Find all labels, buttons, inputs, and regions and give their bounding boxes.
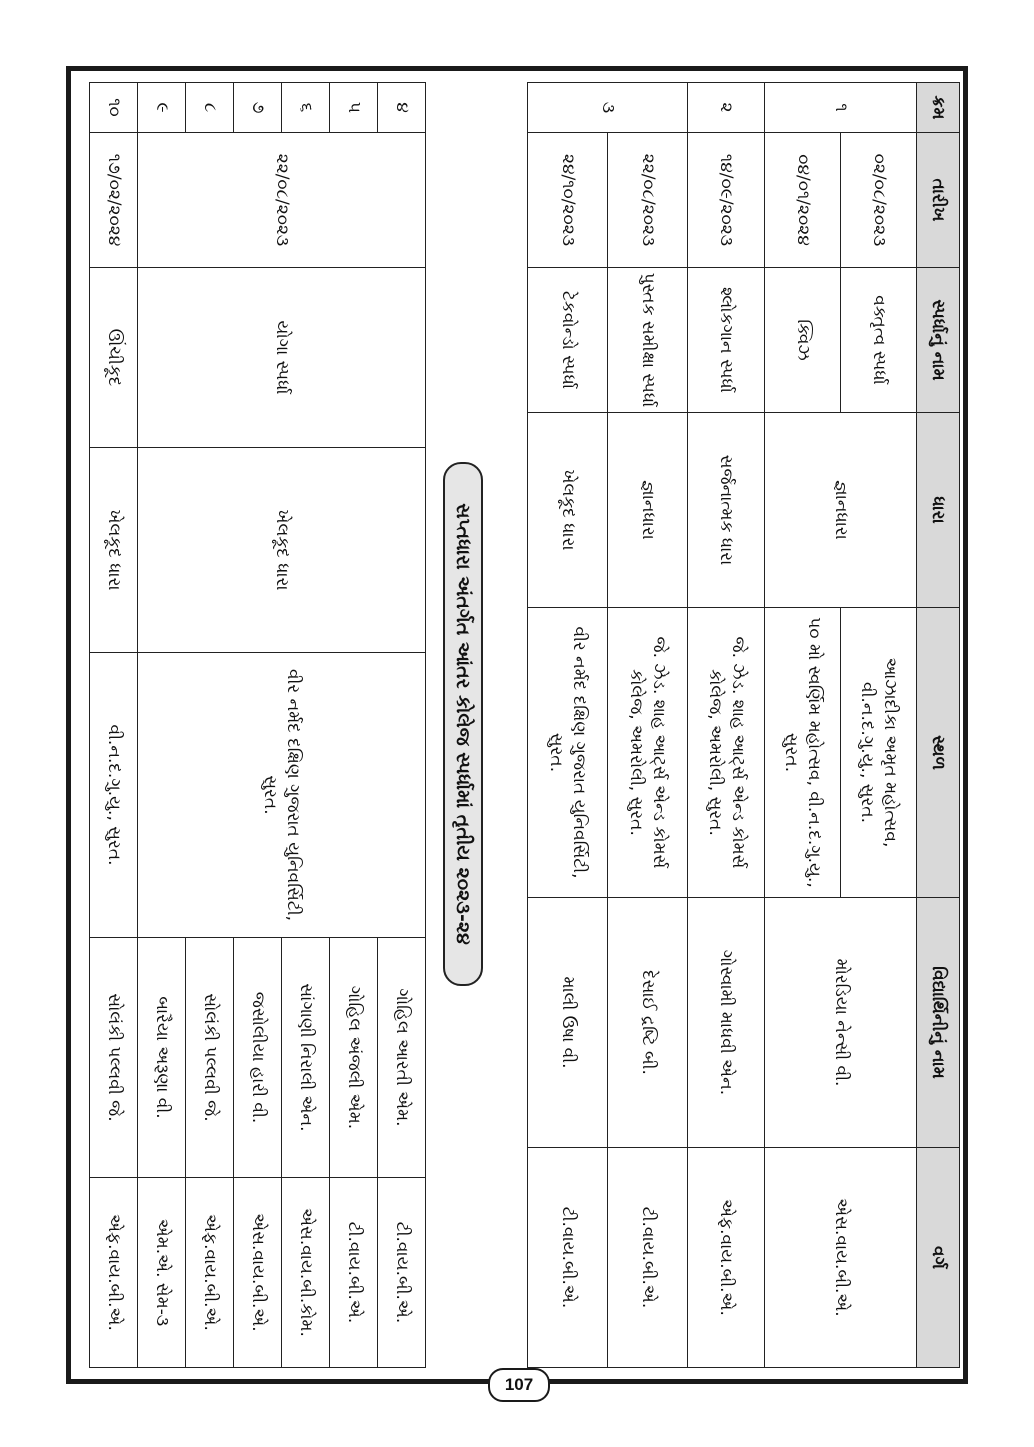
table-row bbox=[608, 83, 688, 1368]
stream-cell: ખેલકૂદ ધારા bbox=[138, 448, 426, 653]
stream-cell: સર્જનાત્મક ધારા bbox=[688, 413, 765, 608]
header-date: તારીખ bbox=[917, 133, 960, 268]
student-cell: માલી ઉષા વી. bbox=[528, 898, 608, 1148]
student-cell: મોરડિયા નેન્સી વી. bbox=[765, 898, 917, 1148]
header-serial: ક્રમ bbox=[917, 83, 960, 133]
date-cell: ૨૨/૦૮/૨૦૨૩ bbox=[138, 133, 426, 268]
class-cell: એમ.એ. સેમ-૩ bbox=[138, 1178, 186, 1368]
serial-cell: ૭ bbox=[234, 83, 282, 133]
date-cell: ૨૪/૧૦/૨૦૨૩ bbox=[528, 133, 608, 268]
class-cell: એસ.વાય.બી.એ. bbox=[765, 1148, 917, 1368]
date-cell: ૧૪/૦૯/૨૦૨૩ bbox=[688, 133, 765, 268]
serial-cell: ૬ bbox=[282, 83, 330, 133]
stream-cell: જ્ઞાનધારા bbox=[608, 413, 688, 608]
serial-cell: ૧ bbox=[765, 83, 917, 133]
student-cell: ગોહિલ અંજલી એમ. bbox=[330, 938, 378, 1178]
date-cell: ૦૪/૦૧/૨૦૨૪ bbox=[765, 133, 841, 268]
continued-table bbox=[89, 82, 426, 1368]
serial-cell: ૪ bbox=[378, 83, 426, 133]
venue-cell: વીર નર્મદ દક્ષિણ ગુજરાત યુનિવર્સિટી, સુરત. bbox=[138, 653, 426, 938]
competition-cell: યોગા સ્પર્ધા bbox=[138, 268, 426, 448]
header-class: વર્ગ bbox=[917, 1148, 960, 1368]
venue-cell: આઝાદીકા અમૃત મહોત્સવ, વી.ન.દ.ગુ.યુ., સુરત. bbox=[841, 608, 917, 898]
student-cell: ગોસ્વામી માધવી એન. bbox=[688, 898, 765, 1148]
venue-cell: જે. ઝેડ. શાહ આર્ટ્સ એન્ડ કોમર્સ કોલેજ, અમરોલી, સુરત. bbox=[608, 608, 688, 898]
achievements-table bbox=[527, 82, 960, 1368]
class-cell: એફ.વાય.બી.એ. bbox=[186, 1178, 234, 1368]
class-cell: એફ.વાય.બી.એ. bbox=[688, 1148, 765, 1368]
serial-cell: ૨ bbox=[688, 83, 765, 133]
venue-cell: ૫૦ મો સ્વર્ણિમ મહોત્સવ, વી.ન.દ.ગુ.યુ., સુરત. bbox=[765, 608, 841, 898]
competition-cell: શ્લોકગાન સ્પર્ધા bbox=[688, 268, 765, 413]
table-row bbox=[688, 83, 765, 1368]
class-cell: ટી.વાય.બી.એ. bbox=[608, 1148, 688, 1368]
header-stream: ધારા bbox=[917, 413, 960, 608]
student-cell: સાંગાણી નિરાલી એન. bbox=[282, 938, 330, 1178]
competition-cell: ટેકવોન્ડો સ્પર્ધા bbox=[528, 268, 608, 413]
competition-cell: ઊંચીકૂદ bbox=[90, 268, 138, 448]
class-cell: ટી.વાય.બી.એ. bbox=[330, 1178, 378, 1368]
serial-cell: ૧૦ bbox=[90, 83, 138, 133]
student-cell: દેસાઈ દ્રષ્ટિ બી. bbox=[608, 898, 688, 1148]
date-cell: ૦૨/૦૮/૨૦૨૩ bbox=[841, 133, 917, 268]
rotated-content bbox=[80, 82, 960, 1367]
class-cell: એફ.વાય.બી.એ. bbox=[90, 1178, 138, 1368]
header-row bbox=[917, 83, 960, 1368]
table-row bbox=[378, 83, 426, 1368]
competition-cell: પુસ્તક સમીક્ષા સ્પર્ધા bbox=[608, 268, 688, 413]
competition-cell: વક્તૃત્વ સ્પર્ધા bbox=[841, 268, 917, 413]
date-cell: ૧૭/૦૨/૨૦૨૪ bbox=[90, 133, 138, 268]
venue-cell: વીર નર્મદ દક્ષિણ ગુજરાત યુનિવર્સિટી, સુરત. bbox=[528, 608, 608, 898]
page-number: 107 bbox=[488, 1368, 550, 1402]
class-cell: એસ.વાય.બી.કોમ. bbox=[282, 1178, 330, 1368]
header-venue: સ્થળ bbox=[917, 608, 960, 898]
class-cell: ટી.વાય.બી.એ. bbox=[378, 1178, 426, 1368]
class-cell: એસ.વાય.બી.એ. bbox=[234, 1178, 282, 1368]
table-row bbox=[90, 83, 138, 1368]
venue-cell: જે. ઝેડ. શાહ આર્ટ્સ એન્ડ કોમર્સ કોલેજ, અમરોલી, સુરત. bbox=[688, 608, 765, 898]
competition-cell: ક્વિઝ bbox=[765, 268, 841, 413]
serial-cell: ૫ bbox=[330, 83, 378, 133]
student-cell: બારૈયા અરૂણા વી. bbox=[138, 938, 186, 1178]
student-cell: ગોહિલ આરતી એમ. bbox=[378, 938, 426, 1178]
student-cell: જસોલીયા હારી વી. bbox=[234, 938, 282, 1178]
stream-cell: જ્ઞાનધારા bbox=[765, 413, 917, 608]
student-cell: સોલંકી પલ્લવી જે. bbox=[90, 938, 138, 1178]
venue-cell: વી.ન.દ.ગુ.યુ., સુરત. bbox=[90, 653, 138, 938]
class-cell: ટી.વાય.બી.એ. bbox=[528, 1148, 608, 1368]
table-row bbox=[841, 83, 917, 1368]
table-row bbox=[528, 83, 608, 1368]
header-student: વિદ્યાર્થિનીનું નામ bbox=[917, 898, 960, 1148]
stream-cell: ખેલકૂદ ધારા bbox=[528, 413, 608, 608]
serial-cell: ૮ bbox=[186, 83, 234, 133]
serial-cell: ૯ bbox=[138, 83, 186, 133]
section-title: સપ્તધારા અંતર્ગત આંતર કોલેજ સ્પર્ધામાં તૃતીય ૨૦૨૩-૨૪ bbox=[443, 462, 483, 986]
student-cell: સોલંકી પલ્લવી જે. bbox=[186, 938, 234, 1178]
date-cell: ૨૨/૦૮/૨૦૨૩ bbox=[608, 133, 688, 268]
serial-cell: ૩ bbox=[528, 83, 688, 133]
header-competition: સ્પર્ધાનું નામ bbox=[917, 268, 960, 413]
stream-cell: ખેલકૂદ ધારા bbox=[90, 448, 138, 653]
